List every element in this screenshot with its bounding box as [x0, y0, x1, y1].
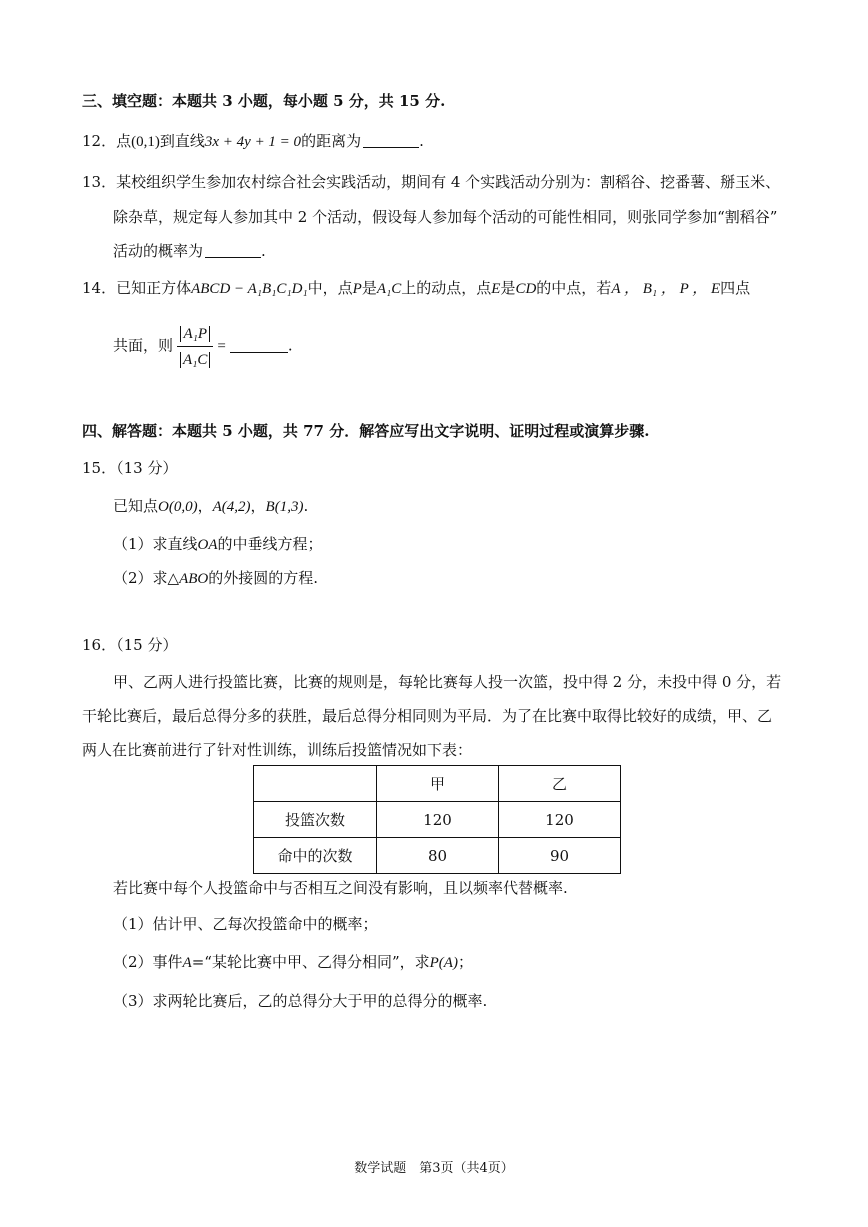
- q14-number: 14．: [82, 279, 117, 297]
- question-13-line-1: [82, 172, 780, 192]
- q14-text-3: 是: [361, 279, 377, 297]
- q15-part1-end: 的中垂线方程；: [217, 535, 323, 553]
- question-12: [82, 131, 424, 152]
- table-cell: 投篮次数: [254, 802, 377, 838]
- q14-point-e: E: [491, 281, 501, 297]
- q12-number: 12．: [82, 132, 117, 150]
- q16-part2-pa: P(A): [429, 955, 458, 971]
- q16-part2-end: ；: [457, 953, 473, 971]
- table-row: [254, 838, 621, 874]
- q14-points: A ， B₁ ， P ， E: [611, 281, 721, 297]
- table-header-cell: 甲: [377, 766, 499, 802]
- table-cell: 120: [499, 802, 621, 838]
- q14-end: .: [287, 336, 293, 355]
- q14-line2-pre: 共面，则: [113, 336, 174, 355]
- q13-end: .: [261, 242, 266, 260]
- q14-text-6: 的中点，若: [536, 279, 612, 297]
- q14-fraction-denominator: A₁C: [180, 352, 210, 368]
- q15-given-text: 已知点: [113, 497, 159, 515]
- table-cell: 命中的次数: [254, 838, 377, 874]
- q15-given-end: .: [303, 497, 309, 515]
- q14-text-1: 已知正方体: [116, 279, 192, 297]
- question-15-number: 15．（13 分）: [82, 459, 178, 477]
- q15-part2-end: 的外接圆的方程.: [208, 569, 319, 587]
- q12-mid: 到直线: [159, 132, 205, 150]
- q14-text-4: 上的动点，点: [401, 279, 492, 297]
- question-13-line-3: [113, 241, 266, 261]
- q13-answer-blank: [205, 243, 261, 258]
- question-15-part-1: [113, 534, 323, 555]
- question-16-part-3: （3）求两轮比赛后，乙的总得分大于甲的总得分的概率.: [113, 992, 488, 1010]
- question-16-part-2: [113, 952, 473, 973]
- q12-end: .: [419, 132, 424, 150]
- q15-part1-pre: （1）求直线: [113, 535, 198, 553]
- table-cell: 80: [377, 838, 499, 874]
- q12-answer-blank: [363, 133, 419, 148]
- q15-point-a: A(4,2): [212, 499, 251, 515]
- table-header-cell: [254, 766, 377, 802]
- q12-line-equation: 3x + 4y + 1 = 0: [204, 134, 302, 150]
- q13-number: 13．: [82, 173, 117, 191]
- page-footer: 数学试题 第3页（共4页）: [354, 1161, 514, 1176]
- q16-part2-event: A: [182, 955, 192, 971]
- q14-cube: ABCD − A₁B₁C₁D₁: [191, 281, 308, 297]
- q12-pre: 点: [116, 132, 132, 150]
- q16-part2-mid: =“某轮比赛中甲、乙得分相同”，求: [191, 953, 430, 971]
- section-3-header: 三、填空题：本题共 3 小题，每小题 5 分，共 15 分.: [82, 92, 446, 110]
- question-15-given: [113, 496, 308, 517]
- q14-text-2: 中，点: [307, 279, 353, 297]
- q15-point-b: B(1,3): [265, 499, 304, 515]
- table-header-row: [254, 766, 621, 802]
- question-16-line-2: 干轮比赛后，最后总得分多的获胜，最后总得分相同则为平局．为了在比赛中取得比较好的成绩，甲、乙: [82, 707, 773, 725]
- table-row: [254, 802, 621, 838]
- q14-text-5: 是: [500, 279, 516, 297]
- q15-part2-abo: ABO: [179, 571, 209, 587]
- q14-answer-blank: [230, 338, 288, 353]
- q14-point-p: P: [352, 281, 362, 297]
- question-16-condition: 若比赛中每个人投篮命中与否相互之间没有影响，且以频率代替概率.: [113, 879, 568, 897]
- q12-point: (0,1): [131, 134, 160, 150]
- q13-text-1: 某校组织学生参加农村综合社会实践活动，期间有 4 个实践活动分别为：割稻谷、挖番薯、掰玉米、: [116, 173, 781, 191]
- question-16-number: 16．（15 分）: [82, 636, 178, 654]
- section-4-header: 四、解答题：本题共 5 小题，共 77 分．解答应写出文字说明、证明过程或演算步骤.: [82, 422, 650, 440]
- q12-post: 的距离为: [301, 132, 362, 150]
- question-16-part-1: （1）估计甲、乙每次投篮命中的概率；: [113, 915, 378, 933]
- question-14-line-2: [113, 322, 293, 371]
- question-14-line-1: [82, 278, 750, 299]
- q15-point-o: O(0,0): [158, 499, 198, 515]
- shooting-stats-table: [253, 765, 621, 874]
- table-cell: 90: [499, 838, 621, 874]
- q14-equals: =: [217, 338, 226, 355]
- q16-part2-pre: （2）事件: [113, 953, 183, 971]
- question-13-line-2: 除杂草，规定每人参加其中 2 个活动，假设每人参加每个活动的可能性相同，则张同学参加“割稻谷”: [113, 208, 778, 226]
- table-header-cell: 乙: [499, 766, 621, 802]
- question-16-line-1: 甲、乙两人进行投篮比赛，比赛的规则是，每轮比赛每人投一次篮，投中得 2 分，未投中得 0 分，若: [113, 673, 782, 691]
- q15-sep-2: ，: [250, 497, 266, 515]
- q14-segment: A₁C: [376, 281, 402, 297]
- question-16-line-3: 两人在比赛前进行了针对性训练，训练后投篮情况如下表：: [82, 741, 473, 759]
- q15-part1-oa: OA: [197, 537, 218, 553]
- q15-sep-1: ，: [197, 497, 213, 515]
- question-15-part-2: [113, 568, 318, 589]
- q15-part2-pre: （2）求△: [113, 569, 180, 587]
- q14-ratio-fraction: [177, 322, 213, 371]
- q13-text-3: 活动的概率为: [113, 242, 204, 260]
- q14-fraction-numerator: A₁P: [180, 326, 210, 342]
- q14-cd: CD: [515, 281, 537, 297]
- table-cell: 120: [377, 802, 499, 838]
- q14-text-7: 四点: [720, 279, 751, 297]
